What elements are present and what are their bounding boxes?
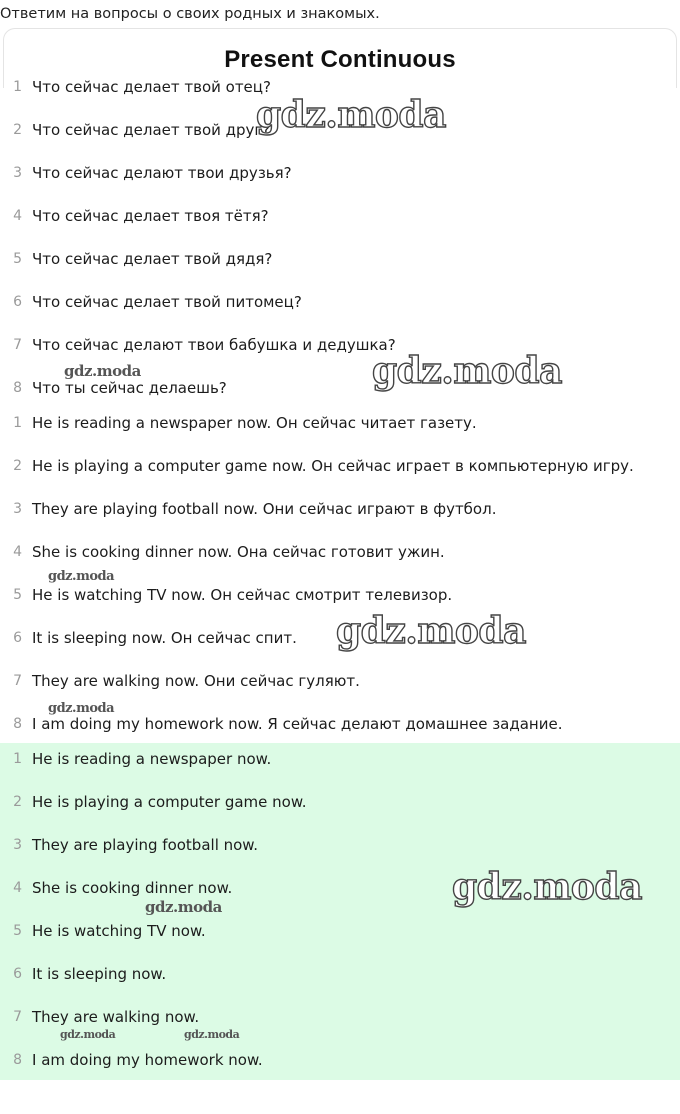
watermark: gdz.moda [48, 569, 115, 584]
english-answers-list [0, 743, 680, 1080]
intro-text: Ответим на вопросы о своих родных и знакомых. [0, 6, 380, 22]
item-number: 2 [13, 122, 22, 138]
item-text: Что ты сейчас делаешь? [32, 379, 227, 397]
item-text: He is reading a newspaper now. [32, 750, 272, 768]
item-text: They are walking now. Они сейчас гуляют. [32, 672, 360, 690]
item-number: 2 [13, 794, 22, 810]
item-number: 5 [13, 587, 22, 603]
item-text: Что сейчас делает твой отец? [32, 78, 271, 96]
item-text: It is sleeping now. [32, 965, 167, 983]
list-item [0, 110, 680, 153]
watermark: gdz.moda [336, 610, 526, 652]
list-item [0, 196, 680, 239]
item-number: 4 [13, 880, 22, 896]
item-text: Что сейчас делает твоя тётя? [32, 207, 269, 225]
list-item [0, 403, 680, 446]
item-number: 8 [13, 1052, 22, 1068]
watermark: gdz.moda [372, 350, 562, 392]
list-item [0, 239, 680, 282]
watermark: gdz.moda [60, 1028, 116, 1041]
item-text: He is playing a computer game now. Он сейчас играет в компьютерную игру. [32, 457, 634, 475]
list-item [0, 997, 680, 1040]
list-item [0, 739, 680, 782]
questions-list [0, 67, 680, 411]
list-item [0, 782, 680, 825]
item-number: 4 [13, 208, 22, 224]
item-number: 5 [13, 251, 22, 267]
item-text: Что сейчас делает твой друг? [32, 121, 271, 139]
item-text: They are walking now. [32, 1008, 200, 1026]
list-item [0, 618, 680, 661]
item-number: 3 [13, 501, 22, 517]
item-text: Что сейчас делают твои друзья? [32, 164, 292, 182]
list-item [0, 325, 680, 368]
watermark: gdz.moda [256, 94, 446, 136]
item-number: 8 [13, 716, 22, 732]
list-item [0, 825, 680, 868]
list-item [0, 911, 680, 954]
list-item [0, 489, 680, 532]
item-number: 3 [13, 837, 22, 853]
watermark: gdz.moda [48, 701, 115, 716]
list-item [0, 1040, 680, 1083]
item-text: She is cooking dinner now. Она сейчас готовит ужин. [32, 543, 445, 561]
translated-answers-list [0, 403, 680, 747]
item-text: He is playing a computer game now. [32, 793, 307, 811]
item-text: She is cooking dinner now. [32, 879, 233, 897]
item-text: I am doing my homework now. Я сейчас делают домашнее задание. [32, 715, 563, 733]
list-item [0, 575, 680, 618]
watermark: gdz.moda [145, 898, 222, 916]
item-number: 1 [13, 751, 22, 767]
item-text: Что сейчас делает твой дядя? [32, 250, 273, 268]
item-number: 6 [13, 630, 22, 646]
page-title: Present Continuous [224, 46, 456, 73]
item-number: 4 [13, 544, 22, 560]
list-item [0, 67, 680, 110]
watermark: gdz.moda [64, 362, 141, 380]
item-text: He is watching TV now. Он сейчас смотрит телевизор. [32, 586, 453, 604]
item-number: 2 [13, 458, 22, 474]
item-text: They are playing football now. [32, 836, 258, 854]
item-text: Что сейчас делают твои бабушка и дедушка? [32, 336, 396, 354]
list-item [0, 661, 680, 704]
item-text: It is sleeping now. Он сейчас спит. [32, 629, 297, 647]
item-text: They are playing football now. Они сейчас играют в футбол. [32, 500, 497, 518]
item-text: I am doing my homework now. [32, 1051, 263, 1069]
item-number: 6 [13, 294, 22, 310]
item-number: 8 [13, 380, 22, 396]
item-text: He is watching TV now. [32, 922, 206, 940]
item-text: Что сейчас делает твой питомец? [32, 293, 302, 311]
watermark: gdz.moda [184, 1028, 240, 1041]
list-item [0, 153, 680, 196]
list-item [0, 954, 680, 997]
item-number: 3 [13, 165, 22, 181]
item-number: 7 [13, 337, 22, 353]
item-number: 6 [13, 966, 22, 982]
item-number: 7 [13, 673, 22, 689]
list-item [0, 532, 680, 575]
list-item [0, 446, 680, 489]
item-number: 1 [13, 415, 22, 431]
item-text: He is reading a newspaper now. Он сейчас читает газету. [32, 414, 477, 432]
item-number: 5 [13, 923, 22, 939]
watermark: gdz.moda [452, 866, 642, 908]
item-number: 1 [13, 79, 22, 95]
item-number: 7 [13, 1009, 22, 1025]
list-item [0, 282, 680, 325]
list-item [0, 868, 680, 911]
